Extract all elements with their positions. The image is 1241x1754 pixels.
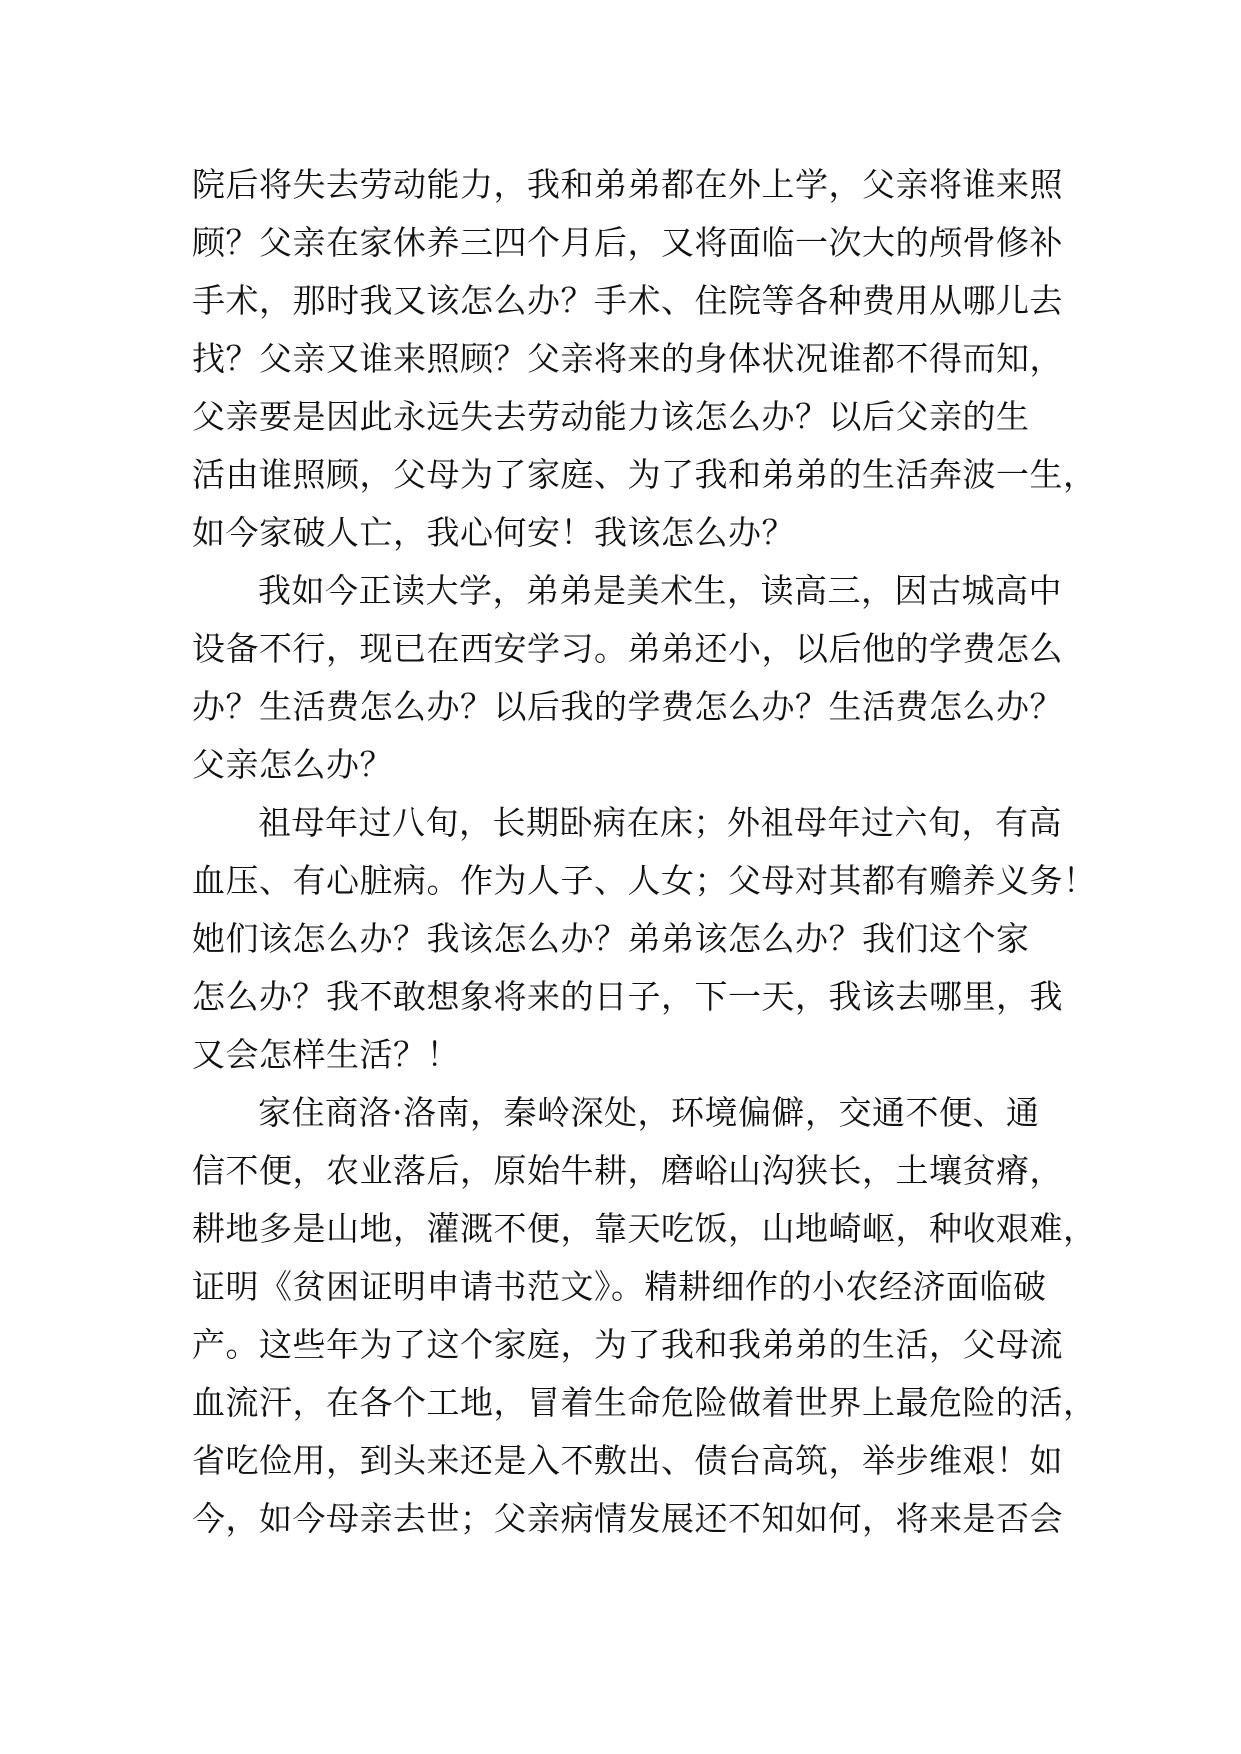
text-line: 省吃俭用，到头来还是入不敷出、债台高筑，举步维艰！如	[192, 1441, 1063, 1480]
paragraph-4	[192, 1092, 1097, 1540]
text-line: 顾？父亲在家休养三四个月后，又将面临一次大的颅骨修补	[192, 223, 1063, 262]
paragraph-1	[192, 164, 1097, 554]
text-line: 手术，那时我又该怎么办？手术、住院等各种费用从哪儿去	[192, 281, 1063, 320]
paragraph-2	[192, 570, 1072, 786]
paragraph-3	[192, 802, 1097, 1076]
text-line: 父亲要是因此永远失去劳动能力该怎么办？以后父亲的生	[192, 397, 1030, 436]
text-line: 证明《贫困证明申请书范文》。精耕细作的小农经济面临破	[192, 1267, 1047, 1306]
text-line: 血压、有心脏病。作为人子、人女；父母对其都有赡养义务！	[192, 861, 1097, 900]
text-line: 又会怎样生活？！	[192, 1035, 460, 1074]
text-line: 信不便，农业落后，原始牛耕，磨峪山沟狭长，土壤贫瘠，	[192, 1151, 1063, 1190]
text-line: 血流汗，在各个工地，冒着生命危险做着世界上最危险的活，	[192, 1383, 1097, 1422]
text-line: 父亲怎么办？	[192, 745, 393, 784]
text-line: 耕地多是山地，灌溉不便，靠天吃饭，山地崎岖，种收艰难，	[192, 1209, 1097, 1248]
text-line: 家住商洛·洛南，秦岭深处，环境偏僻，交通不便、通	[258, 1093, 1040, 1132]
text-line: 如今家破人亡，我心何安！我该怎么办？	[192, 513, 795, 552]
text-line: 祖母年过八旬，长期卧病在床；外祖母年过六旬，有高	[258, 803, 1062, 842]
text-line: 她们该怎么办？我该怎么办？弟弟该怎么办？我们这个家	[192, 919, 1030, 958]
text-line: 办？生活费怎么办？以后我的学费怎么办？生活费怎么办？	[192, 687, 1063, 726]
text-line: 我如今正读大学，弟弟是美术生，读高三，因古城高中	[258, 571, 1062, 610]
text-line: 设备不行，现已在西安学习。弟弟还小，以后他的学费怎么	[192, 629, 1063, 668]
text-line: 产。这些年为了这个家庭，为了我和我弟弟的生活，父母流	[192, 1325, 1063, 1364]
body-text	[192, 164, 1097, 1556]
text-line: 今，如今母亲去世；父亲病情发展还不知如何，将来是否会	[192, 1499, 1063, 1538]
text-line: 怎么办？我不敢想象将来的日子，下一天，我该去哪里，我	[192, 977, 1063, 1016]
text-line: 活由谁照顾，父母为了家庭、为了我和弟弟的生活奔波一生，	[192, 455, 1097, 494]
text-line: 找？父亲又谁来照顾？父亲将来的身体状况谁都不得而知，	[192, 339, 1063, 378]
text-line: 院后将失去劳动能力，我和弟弟都在外上学，父亲将谁来照	[192, 165, 1063, 204]
